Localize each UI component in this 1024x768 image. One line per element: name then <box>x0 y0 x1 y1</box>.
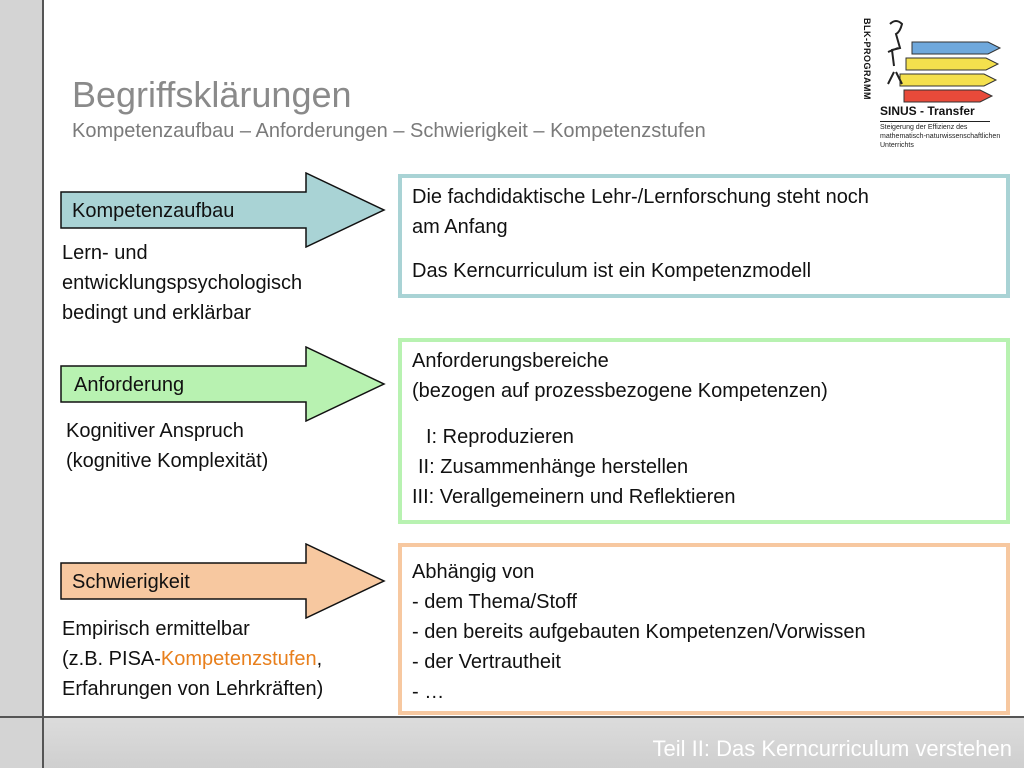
left-text-kompetenzaufbau <box>62 238 302 328</box>
left-text-segment: , <box>316 648 323 670</box>
box-line: Anforderungsbereiche <box>412 350 609 372</box>
footer-text: Teil II: Das Kerncurriculum verstehen <box>652 736 1012 761</box>
logo-tagline-line: Steigerung der Effizienz des <box>880 124 968 131</box>
box-line: II: Zusammenhänge herstellen <box>418 456 689 478</box>
arrow-label-schwierigkeit: Schwierigkeit <box>72 571 190 593</box>
logo-name: SINUS - Transfer <box>880 104 975 118</box>
left-text-line <box>62 644 323 674</box>
slide-title: Begriffsklärungen <box>72 74 352 115</box>
left-side-bar <box>0 0 44 768</box>
box-line: - den bereits aufgebauten Kompetenzen/Vorwissen <box>412 621 866 643</box>
box-line: - … <box>412 681 445 703</box>
pencils-icon <box>888 21 1000 102</box>
left-text-line: bedingt und erklärbar <box>62 302 252 324</box>
left-text-line: entwicklungspsychologisch <box>62 272 303 294</box>
left-text-schwierigkeit <box>62 614 323 704</box>
box-line: - der Vertrautheit <box>412 651 561 673</box>
left-text-line: Lern- und <box>62 242 148 264</box>
box-line: am Anfang <box>412 216 508 238</box>
arrow-label-kompetenzaufbau: Kompetenzaufbau <box>72 200 235 222</box>
left-text-segment: (z.B. PISA- <box>62 648 161 670</box>
left-text-line: (kognitive Komplexität) <box>66 450 269 472</box>
box-line: I: Reproduzieren <box>426 426 574 448</box>
box-anforderung <box>398 338 1010 524</box>
logo-tagline-line: mathematisch-naturwissenschaftlichen <box>880 133 1001 140</box>
box-line: (bezogen auf prozessbezogene Kompetenzen) <box>412 380 828 402</box>
logo-program-label: BLK-PROGRAMM <box>862 18 872 100</box>
box-line: Die fachdidaktische Lehr-/Lernforschung steht noch <box>412 186 869 208</box>
left-text-line: Erfahrungen von Lehrkräften) <box>62 678 324 700</box>
box-line: Abhängig von <box>412 561 535 583</box>
box-schwierigkeit <box>398 543 1010 715</box>
box-line: - dem Thema/Stoff <box>412 591 577 613</box>
logo-tagline-line: Unterrichts <box>880 142 914 149</box>
left-text-anforderung <box>66 416 268 476</box>
logo-divider <box>880 121 990 122</box>
footer-bar <box>44 716 1024 768</box>
left-text-line: Kognitiver Anspruch <box>66 420 244 442</box>
slide-subtitle: Kompetenzaufbau – Anforderungen – Schwierigkeit – Kompetenzstufen <box>72 120 706 142</box>
arrow-label-anforderung: Anforderung <box>74 374 185 396</box>
left-text-highlight: Kompetenzstufen <box>160 648 317 670</box>
side-bar-notch <box>0 716 44 718</box>
box-line: Das Kerncurriculum ist ein Kompetenzmodell <box>412 260 812 282</box>
box-kompetenzaufbau <box>398 174 1010 298</box>
box-line: III: Verallgemeinern und Reflektieren <box>412 486 736 508</box>
logo-tagline <box>880 123 1020 150</box>
left-text-line: Empirisch ermittelbar <box>62 618 250 640</box>
